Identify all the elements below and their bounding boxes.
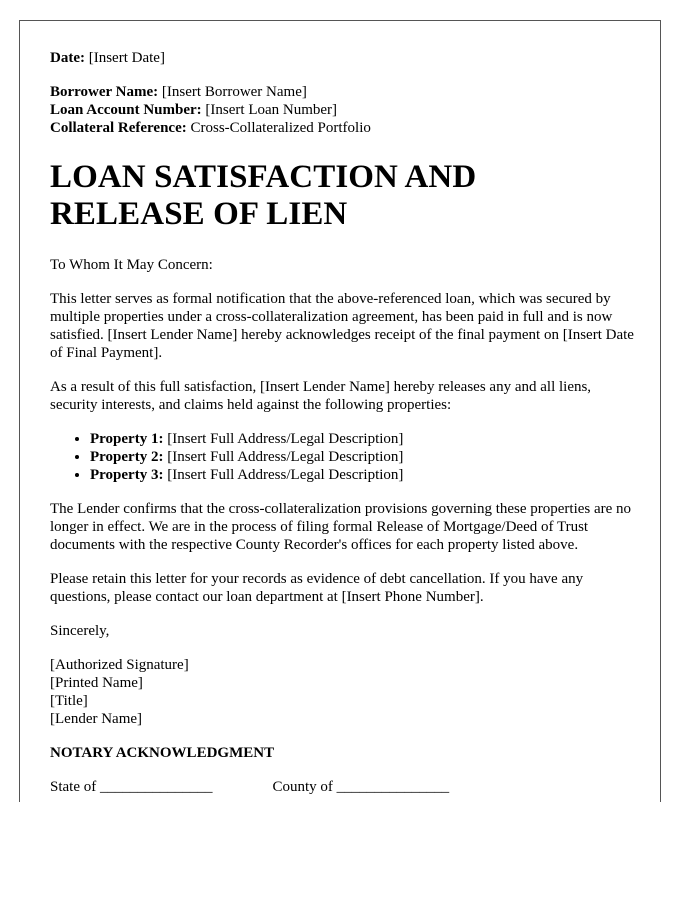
salutation: To Whom It May Concern: — [50, 257, 213, 273]
collateral-line — [50, 119, 636, 137]
printed-name: [Printed Name] — [50, 675, 143, 691]
paragraph-retain: Please retain this letter for your records as evidence of debt cancellation. If you have any questions, please contact our loan department at [Insert Phone Number]. — [50, 571, 584, 605]
collateral-value: Cross-Collateralized Portfolio — [190, 120, 371, 136]
notary-state: State of _______________ — [50, 779, 213, 795]
date-value: [Insert Date] — [88, 50, 165, 66]
borrower-value: [Insert Borrower Name] — [161, 84, 307, 100]
property-label: Property 2: — [90, 449, 164, 465]
collateral-label: Collateral Reference: — [50, 120, 187, 136]
date-line — [50, 49, 636, 67]
property-label: Property 1: — [90, 431, 164, 447]
letter-document — [19, 20, 661, 802]
notary-heading: NOTARY ACKNOWLEDGMENT — [50, 745, 275, 761]
property-value: [Insert Full Address/Legal Description] — [167, 431, 404, 447]
property-value: [Insert Full Address/Legal Description] — [167, 449, 404, 465]
paragraph-notification: This letter serves as formal notification that the above-referenced loan, which was secured by multiple properties under a cross-collateralization agreement, has been paid in full and is now satisfied. [Insert Lender Name] hereby acknowledges receipt of the final payment on [Insert Date of Final Payment]. — [50, 291, 634, 361]
borrower-label: Borrower Name: — [50, 84, 159, 100]
date-label: Date: — [50, 50, 85, 66]
closing: Sincerely, — [50, 623, 110, 639]
account-line — [50, 101, 636, 119]
lender-name: [Lender Name] — [50, 711, 143, 727]
borrower-line — [50, 83, 636, 101]
account-label: Loan Account Number: — [50, 102, 202, 118]
document-title: LOAN SATISFACTION AND RELEASE OF LIEN — [50, 159, 477, 232]
notary-location-row — [50, 778, 636, 796]
signer-title: [Title] — [50, 693, 88, 709]
property-label: Property 3: — [90, 467, 164, 483]
date-section — [50, 49, 636, 67]
property-item — [90, 430, 636, 448]
property-item — [90, 466, 636, 484]
property-list — [50, 430, 636, 484]
authorized-signature: [Authorized Signature] — [50, 657, 189, 673]
account-value: [Insert Loan Number] — [205, 102, 338, 118]
property-value: [Insert Full Address/Legal Description] — [167, 467, 404, 483]
signature-block — [50, 656, 636, 728]
property-item — [90, 448, 636, 466]
paragraph-confirmation: The Lender confirms that the cross-collateralization provisions governing these properties are no longer in effect. We are in the process of filing formal Release of Mortgage/Deed of Trust documents with the respective County Recorder's offices for each property listed above. — [50, 501, 632, 553]
paragraph-release: As a result of this full satisfaction, [Insert Lender Name] hereby releases any and all liens, security interests, and claims held against the following properties: — [50, 379, 592, 413]
notary-county: County of _______________ — [272, 779, 450, 795]
loan-info-section — [50, 83, 636, 137]
